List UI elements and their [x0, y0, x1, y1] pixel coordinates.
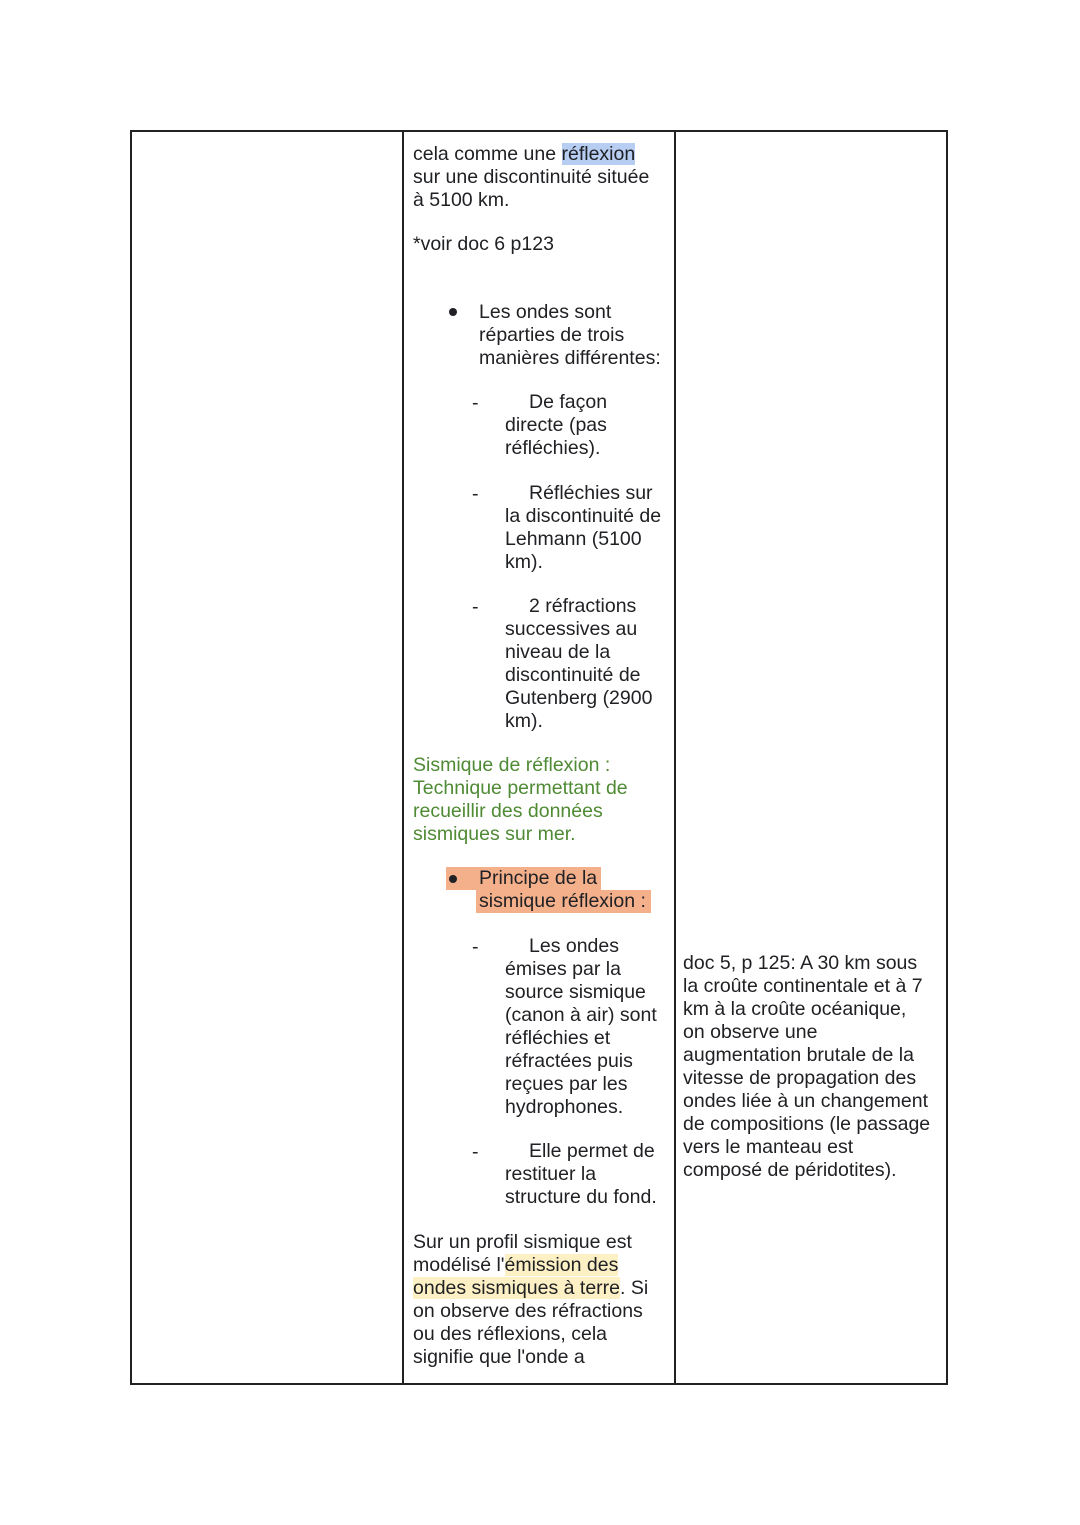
dash-marker: - — [472, 1141, 479, 1163]
dash4-line-3: source sismique — [505, 981, 646, 1003]
doc-line-9: vers le manteau est — [683, 1136, 854, 1158]
dash4-line-4: (canon à air) sont — [505, 1004, 657, 1026]
dash3-line-4: discontinuité de — [505, 664, 641, 686]
dash3-line-2: successives au — [505, 618, 638, 640]
definition-line-1: Sismique de réflexion : — [413, 754, 611, 776]
doc-line-1: doc 5, p 125: A 30 km sous — [683, 952, 918, 974]
bullet1-line-3: manières différentes: — [479, 347, 661, 369]
dash1-line-1: De façon — [529, 391, 608, 413]
dash4-line-6: réfractées puis — [505, 1050, 633, 1072]
definition-line-3: recueillir des données — [413, 800, 603, 822]
doc-line-6: vitesse de propagation des — [683, 1067, 917, 1089]
dash4-line-8: hydrophones. — [505, 1096, 624, 1118]
para-line-4: on observe des réfractions — [413, 1300, 643, 1322]
bullet2-line-1: Principe de la — [479, 867, 598, 889]
intro-line-1: cela comme une réflexion — [413, 143, 636, 165]
dash2-line-2: la discontinuité de — [505, 505, 662, 527]
dash2-line-3: Lehmann (5100 — [505, 528, 642, 550]
dash3-line-1: 2 réfractions — [529, 595, 637, 617]
doc-line-4: on observe une — [683, 1021, 818, 1043]
highlight-ondes: ondes sismiques à terre — [413, 1277, 621, 1299]
para-line-2: modélisé l'émission des — [413, 1254, 619, 1276]
para-line-5: ou des réflexions, cela — [413, 1323, 608, 1345]
para-line-6: signifie que l'onde a — [413, 1346, 585, 1368]
doc-line-7: ondes liée à un changement — [683, 1090, 929, 1112]
dash-marker: - — [472, 936, 479, 958]
highlight-emission: émission des — [504, 1254, 619, 1276]
dash-marker: - — [472, 392, 479, 414]
dash5-line-1: Elle permet de — [529, 1140, 655, 1162]
bullet1-line-1: Les ondes sont — [479, 301, 612, 323]
doc-line-5: augmentation brutale de la — [683, 1044, 914, 1066]
column-1 — [132, 132, 404, 1383]
dash4-line-5: réfléchies et — [505, 1027, 611, 1049]
highlight-reflexion: réflexion — [561, 143, 636, 165]
dash-marker: - — [472, 596, 479, 618]
dash2-line-4: km). — [505, 551, 543, 573]
intro-line-3: à 5100 km. — [413, 189, 510, 211]
doc-line-2: la croûte continentale et à 7 — [683, 975, 923, 997]
dash-marker: - — [472, 483, 479, 505]
doc-reference: *voir doc 6 p123 — [413, 233, 554, 255]
definition-line-2: Technique permettant de — [413, 777, 628, 799]
dash3-line-6: km). — [505, 710, 543, 732]
notes-table — [130, 130, 948, 1385]
dash3-line-3: niveau de la — [505, 641, 611, 663]
definition-line-4: sismiques sur mer. — [413, 823, 576, 845]
dash4-line-1: Les ondes — [529, 935, 619, 957]
dash1-line-2: directe (pas — [505, 414, 607, 436]
bullet1-line-2: réparties de trois — [479, 324, 625, 346]
column-3 — [676, 132, 946, 1383]
doc-line-3: km à la croûte océanique, — [683, 998, 907, 1020]
dash3-line-5: Gutenberg (2900 — [505, 687, 653, 709]
doc-line-10: composé de péridotites). — [683, 1159, 897, 1181]
para-line-1: Sur un profil sismique est — [413, 1231, 632, 1253]
bullet-dot — [449, 308, 457, 316]
dash2-line-1: Réfléchies sur — [529, 482, 653, 504]
column-2 — [404, 132, 676, 1383]
bullet2-line-2: sismique réflexion : — [479, 890, 646, 912]
bullet-dot — [449, 875, 457, 883]
dash4-line-7: reçues par les — [505, 1073, 628, 1095]
dash4-line-2: émises par la — [505, 958, 621, 980]
dash5-line-3: structure du fond. — [505, 1186, 657, 1208]
dash1-line-3: réfléchies). — [505, 437, 601, 459]
dash5-line-2: restituer la — [505, 1163, 597, 1185]
para-line-3: ondes sismiques à terre. Si — [413, 1277, 649, 1299]
doc-line-8: de compositions (le passage — [683, 1113, 931, 1135]
intro-line-2: sur une discontinuité située — [413, 166, 650, 188]
